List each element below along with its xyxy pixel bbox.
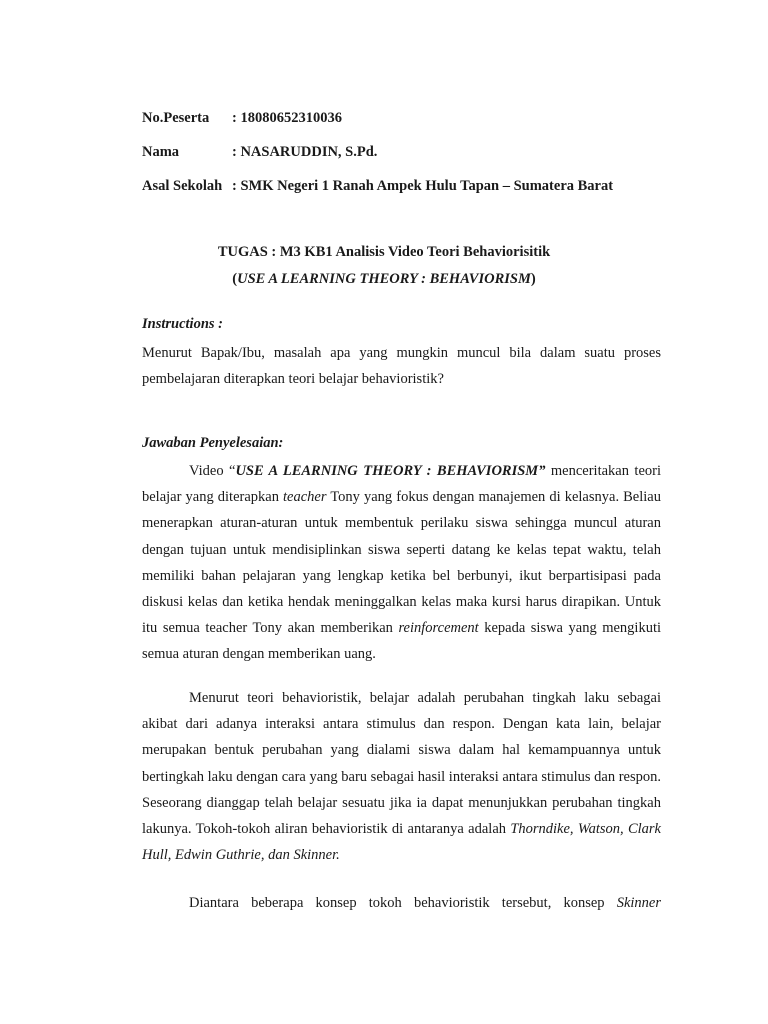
- answer-heading: Jawaban Penyelesaian:: [142, 435, 284, 451]
- p1-italic-teacher: teacher: [283, 489, 327, 506]
- video-title-emphasis: USE A LEARNING THEORY : BEHAVIORISM”: [235, 463, 546, 479]
- subtitle-paren-close: ): [530, 271, 536, 287]
- assignment-subtitle: [0, 271, 768, 288]
- answer-paragraph-3: [142, 890, 661, 916]
- assignment-title: TUGAS : M3 KB1 Analisis Video Teori Behaviorisitik: [217, 244, 551, 260]
- field-label: Asal Sekolah: [142, 178, 223, 194]
- subtitle-paren-open: (: [232, 271, 238, 287]
- p2-italic-names: Thorndike, Watson, Clark Hull, Edwin Guthrie, dan Skinner.: [142, 821, 661, 864]
- p1-italic-reinforcement: reinforcement: [398, 620, 479, 637]
- field-no-peserta: [142, 110, 342, 127]
- p2-text: Menurut teori behavioristik, belajar adalah perubahan tingkah laku sebagai akibat dari adanya interaksi antara stimulus dan respon. Dengan kata lain, belajar merupakan bentuk perubahan yang dialami siswa dalam hal kemampuannya untuk bertingkah laku dengan cara yang baru sebagai hasil interaksi antara stimulus dan respon. Seseorang dianggap telah belajar sesuatu jika ia dapat menunjukkan perubahan tingkah lakunya. Tokoh-tokoh aliran behavioristik di antaranya adalah: [142, 690, 662, 838]
- field-value: : NASARUDDIN, S.Pd.: [232, 144, 378, 160]
- field-value: : 18080652310036: [232, 110, 342, 126]
- field-nama: [142, 144, 377, 161]
- subtitle-italic: USE A LEARNING THEORY : BEHAVIORISM: [237, 271, 531, 287]
- answer-paragraph-2: [142, 685, 661, 868]
- p1-text: menceritakan teori belajar yang diterapkan: [142, 463, 661, 506]
- field-asal-sekolah: [142, 178, 613, 195]
- p3-text: Diantara beberapa konsep tokoh behavioristik tersebut, konsep: [189, 895, 617, 911]
- p1-text: Video “: [189, 463, 236, 479]
- instructions-text: Menurut Bapak/Ibu, masalah apa yang mungkin muncul bila dalam suatu proses pembelajaran diterapkan teori belajar behavioristik?: [142, 345, 661, 388]
- field-label: No.Peserta: [142, 110, 210, 126]
- instructions-heading: Instructions :: [142, 316, 223, 332]
- p1-text: Tony yang fokus dengan manajemen di kelasnya. Beliau menerapkan aturan-aturan untuk membentuk perilaku siswa sehingga muncul aturan dengan tujuan untuk mendisiplinkan siswa seperti datang ke kelas tepat waktu, telah memiliki bahan pelajaran yang lengkap ketika bel berbunyi, ikut berpartisipasi pada diskusi kelas dan ketika hendak meninggalkan kelas maka kursi harus dirapikan. Untuk itu semua teacher Tony akan memberikan: [142, 489, 661, 637]
- answer-paragraph-1: [142, 458, 661, 668]
- field-value: : SMK Negeri 1 Ranah Ampek Hulu Tapan – Sumatera Barat: [232, 178, 614, 194]
- p3-italic-skinner: Skinner: [616, 895, 661, 911]
- field-label: Nama: [142, 144, 180, 160]
- p1-text: kepada siswa yang mengikuti semua aturan dengan memberikan uang.: [142, 620, 661, 663]
